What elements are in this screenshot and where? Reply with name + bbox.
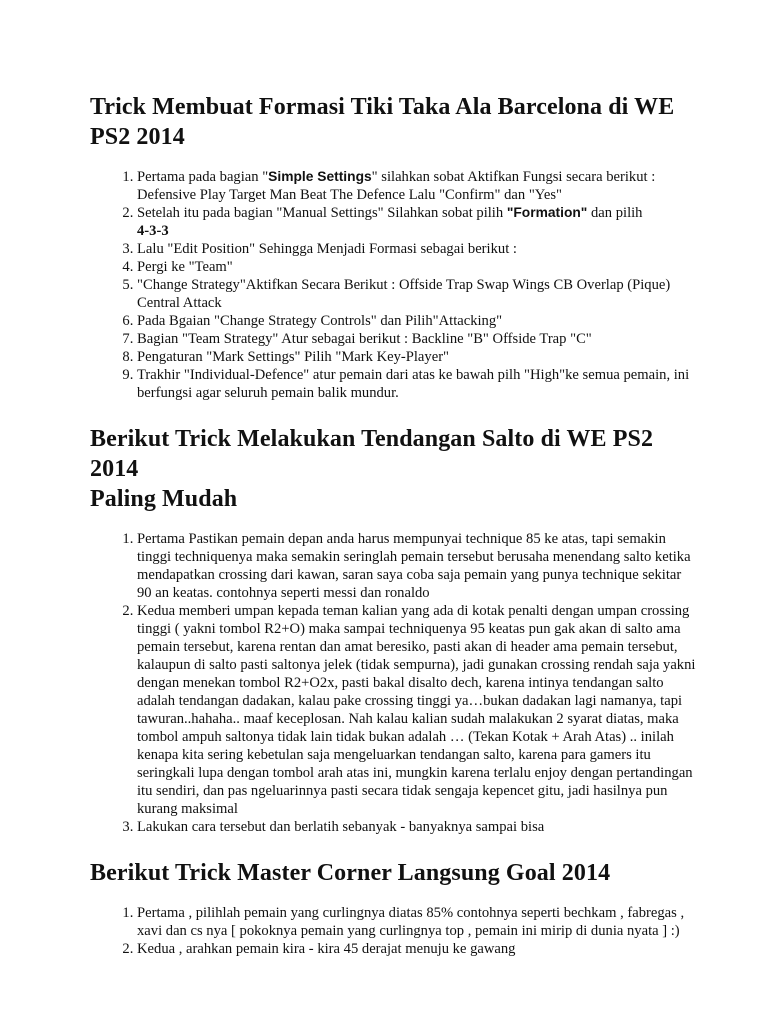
bold-text: Simple Settings: [268, 169, 372, 184]
section-1-title-line-1: Trick Membuat Formasi Tiki Taka Ala Barcelona di WE: [90, 94, 675, 120]
list-item: 7. Bagian "Team Strategy" Atur sebagai berikut : Backline "B" Offside Trap "C": [137, 330, 698, 348]
list-item: 2. Kedua memberi umpan kepada teman kalian yang ada di kotak penalti dengan umpan crossing tinggi ( yakni tombol R2+O) maka sampai techniquenya 95 keatas pun gak akan di salto ama pemain tersebut, karena rentan dan amat beresiko, pasti akan di header ama pemain tersebut, kalaupun di salto pasti saltonya jelek (tidak sempurna), jadi gunakan crossing rendah saja yakni dengan menekan tombol R2+O2x, pasti bakal disalto dech, karena intinya tendangan salto adalah tendangan dadakan, kalau pake crossing tinggi ya…bukan dadakan lagi namanya, tapi tawuran..hahaha.. maaf keceplosan. Nah kalau kalian sudah malakukan 2 syarat diatas, maka tombol ampuh saltonya tidak lain tidak bukan adalah … (Tekan Kotak + Arah Atas) .. inilah kenapa kita sering kebetulan saja mengeluarkan tendangan salto, karena para gamers itu seringkali lupa dengan tombol arah atas ini, mungkin karena terlalu enjoy dengan pertandingan itu sendiri, dan pas ngeluarinnya pasti secara tidak sengaja kepencet gitu, jadi hasilnya pun kurang maksimal: [137, 602, 698, 818]
list-item: 5. "Change Strategy"Aktifkan Secara Berikut : Offside Trap Swap Wings CB Overlap (Pique) Central Attack: [137, 276, 698, 312]
list-item: 2. Kedua , arahkan pemain kira - kira 45 derajat menuju ke gawang: [137, 940, 698, 958]
section-2-title: [90, 424, 698, 514]
section-2-list: [90, 530, 698, 836]
list-item: 6. Pada Bgaian "Change Strategy Controls" dan Pilih"Attacking": [137, 312, 698, 330]
list-item: 4. Pergi ke "Team": [137, 258, 698, 276]
bold-text: "Formation": [506, 205, 588, 220]
list-item: 1. Pertama pada bagian "Simple Settings" silahkan sobat Aktifkan Fungsi secara berikut : Defensive Play Target Man Beat The Defence Lalu "Confirm" dan "Yes": [137, 168, 698, 204]
section-3-list: [90, 904, 698, 958]
list-item: 8. Pengaturan "Mark Settings" Pilih "Mark Key-Player": [137, 348, 698, 366]
list-item: 9. Trakhir "Individual-Defence" atur pemain dari atas ke bawah pilh "High"ke semua pemain, ini berfungsi agar seluruh pemain balik mundur.: [137, 366, 698, 402]
section-1-list: [90, 168, 698, 402]
list-item: 1. Pertama , pilihlah pemain yang curlingnya diatas 85% contohnya seperti bechkam , fabregas , xavi dan cs nya [ pokoknya pemain yang curlingnya top , pemain ini mirip di dunia nyata ] :): [137, 904, 698, 940]
section-1-title: [90, 92, 698, 152]
section-1-title-line-2: PS2 2014: [90, 124, 185, 150]
section-2-title-line-1: Berikut Trick Melakukan Tendangan Salto di WE PS2 2014: [90, 426, 654, 482]
section-3-title: Berikut Trick Master Corner Langsung Goal 2014: [90, 860, 611, 886]
list-item: 2. Setelah itu pada bagian "Manual Settings" Silahkan sobat pilih "Formation" dan pilih 4-3-3: [137, 204, 698, 240]
list-item: 1. Pertama Pastikan pemain depan anda harus mempunyai technique 85 ke atas, tapi semakin tinggi techniquenya maka semakin seringlah pemain tersebut berusaha menendang salto ketika mendapatkan crossing dari kawan, saran saya coba saja pemain yang punya technique sekitar 90 an keatas. contohnya seperti messi dan ronaldo: [137, 530, 698, 602]
bold-text: 4-3-3: [137, 223, 169, 239]
list-item: 3. Lalu "Edit Position" Sehingga Menjadi Formasi sebagai berikut :: [137, 240, 698, 258]
section-2-title-line-2: Paling Mudah: [90, 486, 238, 512]
list-item: 3. Lakukan cara tersebut dan berlatih sebanyak - banyaknya sampai bisa: [137, 818, 698, 836]
